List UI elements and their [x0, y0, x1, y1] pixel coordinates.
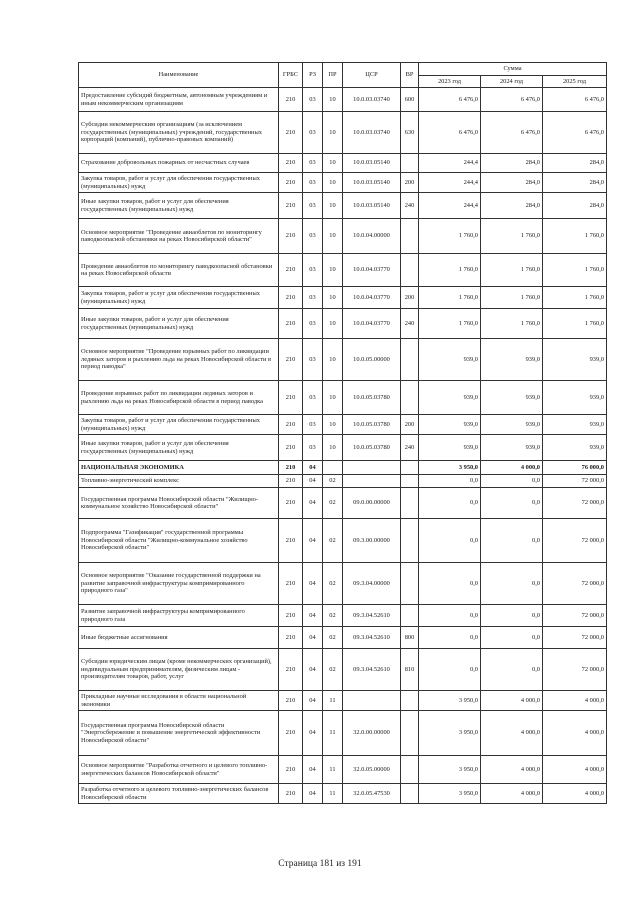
row-sum-2025-cell: 4 000,0: [543, 711, 607, 756]
row-name-cell: Закупка товаров, работ и услуг для обеспечения государственных (муниципальных) нужд: [79, 415, 279, 435]
budget-table: [78, 62, 607, 804]
row-csr-cell: 32.0.05.47530: [343, 784, 401, 804]
row-name-cell: Иные закупки товаров, работ и услуг для обеспечения государственных (муниципальных) нужд: [79, 435, 279, 461]
row-vr-cell: [401, 475, 419, 488]
row-name-cell: Предоставление субсидий бюджетным, автономным учреждениям и иным некоммерческим организациям: [79, 88, 279, 112]
table-row: [79, 605, 607, 627]
row-vr-cell: 240: [401, 193, 419, 219]
header-csr: ЦСР: [343, 63, 401, 88]
budget-table-page: [78, 62, 606, 804]
row-vr-cell: 600: [401, 88, 419, 112]
row-pr-cell: 10: [323, 112, 343, 154]
row-rz-cell: 04: [303, 691, 323, 711]
row-sum-2025-cell: 939,0: [543, 339, 607, 381]
row-name-cell: Основное мероприятие "Оказание государственной поддержки на развитие заправочной инфраструктуры компримированного природного газа": [79, 563, 279, 605]
row-grbs-cell: 210: [279, 173, 303, 193]
row-pr-cell: 10: [323, 173, 343, 193]
row-rz-cell: 04: [303, 605, 323, 627]
row-sum-2025-cell: 1 760,0: [543, 309, 607, 339]
row-rz-cell: 04: [303, 756, 323, 784]
header-vr: ВР: [401, 63, 419, 88]
row-name-cell: НАЦИОНАЛЬНАЯ ЭКОНОМИКА: [79, 461, 279, 475]
row-pr-cell: 10: [323, 193, 343, 219]
row-csr-cell: [343, 461, 401, 475]
row-csr-cell: 09.3.04.52610: [343, 649, 401, 691]
row-sum-2025-cell: 939,0: [543, 381, 607, 415]
row-vr-cell: 200: [401, 173, 419, 193]
row-rz-cell: 03: [303, 287, 323, 309]
row-vr-cell: [401, 784, 419, 804]
row-sum-2024-cell: 0,0: [481, 563, 543, 605]
row-pr-cell: 02: [323, 563, 343, 605]
page-number: Страница 181 из 191: [278, 859, 362, 869]
row-csr-cell: 10.0.05.03780: [343, 415, 401, 435]
row-sum-2024-cell: 4 000,0: [481, 691, 543, 711]
row-sum-2024-cell: 1 760,0: [481, 219, 543, 254]
table-row: [79, 649, 607, 691]
row-name-cell: Разработка отчетного и целевого топливно-энергетических балансов Новосибирской области: [79, 784, 279, 804]
row-name-cell: Основное мероприятие "Проведение взрывных работ по ликвидации ледяных заторов и рыхлению льда на реках Новосибирской области в период паводка": [79, 339, 279, 381]
row-sum-2023-cell: 1 760,0: [419, 254, 481, 287]
row-sum-2025-cell: 6 476,0: [543, 88, 607, 112]
table-row: [79, 519, 607, 563]
table-row: [79, 756, 607, 784]
table-row: [79, 435, 607, 461]
row-csr-cell: 10.0.05.03780: [343, 381, 401, 415]
table-row: [79, 339, 607, 381]
row-grbs-cell: 210: [279, 691, 303, 711]
row-grbs-cell: 210: [279, 519, 303, 563]
row-rz-cell: 04: [303, 784, 323, 804]
row-rz-cell: 03: [303, 415, 323, 435]
row-sum-2024-cell: 284,0: [481, 173, 543, 193]
row-rz-cell: 03: [303, 219, 323, 254]
table-row: [79, 784, 607, 804]
row-grbs-cell: 210: [279, 435, 303, 461]
row-name-cell: Проведение авиаоблетов по мониторингу паводкоопасной обстановки на реках Новосибирской области: [79, 254, 279, 287]
row-vr-cell: [401, 254, 419, 287]
row-sum-2025-cell: 4 000,0: [543, 691, 607, 711]
row-csr-cell: 09.3.00.00000: [343, 519, 401, 563]
row-sum-2023-cell: 0,0: [419, 649, 481, 691]
row-grbs-cell: 210: [279, 219, 303, 254]
header-year-2025: 2025 год: [543, 76, 607, 88]
row-name-cell: Топливно-энергетический комплекс: [79, 475, 279, 488]
row-sum-2023-cell: 939,0: [419, 435, 481, 461]
row-csr-cell: 10.0.05.00000: [343, 339, 401, 381]
row-pr-cell: 10: [323, 254, 343, 287]
row-grbs-cell: 210: [279, 627, 303, 649]
row-rz-cell: 04: [303, 488, 323, 519]
row-rz-cell: 04: [303, 461, 323, 475]
row-csr-cell: 09.3.04.52610: [343, 605, 401, 627]
row-pr-cell: 10: [323, 154, 343, 173]
row-sum-2024-cell: 0,0: [481, 488, 543, 519]
row-sum-2024-cell: 0,0: [481, 627, 543, 649]
row-vr-cell: [401, 461, 419, 475]
table-row: [79, 88, 607, 112]
row-pr-cell: 10: [323, 415, 343, 435]
row-sum-2024-cell: 0,0: [481, 605, 543, 627]
row-csr-cell: 10.0.04.03770: [343, 287, 401, 309]
row-name-cell: Иные бюджетные ассигнования: [79, 627, 279, 649]
row-sum-2024-cell: 6 476,0: [481, 112, 543, 154]
row-grbs-cell: 210: [279, 88, 303, 112]
table-row: [79, 488, 607, 519]
row-name-cell: Иные закупки товаров, работ и услуг для обеспечения государственных (муниципальных) нужд: [79, 193, 279, 219]
row-sum-2025-cell: 72 000,0: [543, 605, 607, 627]
row-sum-2023-cell: 0,0: [419, 488, 481, 519]
row-pr-cell: 10: [323, 435, 343, 461]
row-csr-cell: 10.0.03.03740: [343, 88, 401, 112]
row-grbs-cell: 210: [279, 193, 303, 219]
row-vr-cell: [401, 691, 419, 711]
row-name-cell: Государственная программа Новосибирской области "Энергосбережение и повышение энергетической эффективности Новосибирской области": [79, 711, 279, 756]
row-sum-2023-cell: 244,4: [419, 154, 481, 173]
row-pr-cell: 10: [323, 219, 343, 254]
row-sum-2025-cell: 284,0: [543, 154, 607, 173]
row-sum-2023-cell: 1 760,0: [419, 309, 481, 339]
row-vr-cell: 200: [401, 287, 419, 309]
row-rz-cell: 03: [303, 339, 323, 381]
row-pr-cell: 02: [323, 605, 343, 627]
row-pr-cell: 11: [323, 756, 343, 784]
row-rz-cell: 04: [303, 649, 323, 691]
row-csr-cell: 32.0.05.00000: [343, 756, 401, 784]
row-vr-cell: 240: [401, 435, 419, 461]
row-csr-cell: 10.0.04.00000: [343, 219, 401, 254]
row-sum-2023-cell: 0,0: [419, 627, 481, 649]
row-sum-2025-cell: 4 000,0: [543, 756, 607, 784]
row-sum-2023-cell: 0,0: [419, 519, 481, 563]
row-pr-cell: 10: [323, 287, 343, 309]
row-name-cell: Субсидии некоммерческим организациям (за исключением государственных (муниципальных) учреждений, государственных корпораций (компаний), публично-правовых компаний): [79, 112, 279, 154]
row-csr-cell: [343, 475, 401, 488]
row-csr-cell: 10.0.04.03770: [343, 309, 401, 339]
table-row: [79, 691, 607, 711]
row-vr-cell: [401, 605, 419, 627]
row-vr-cell: [401, 756, 419, 784]
row-pr-cell: 11: [323, 711, 343, 756]
row-name-cell: Развитие заправочной инфраструктуры компримированного природного газа: [79, 605, 279, 627]
row-name-cell: Закупка товаров, работ и услуг для обеспечения государственных (муниципальных) нужд: [79, 287, 279, 309]
row-grbs-cell: 210: [279, 287, 303, 309]
row-vr-cell: [401, 381, 419, 415]
row-csr-cell: 09.3.04.00000: [343, 563, 401, 605]
row-sum-2025-cell: 1 760,0: [543, 219, 607, 254]
table-row: [79, 173, 607, 193]
row-rz-cell: 03: [303, 193, 323, 219]
table-row: [79, 112, 607, 154]
row-sum-2023-cell: 0,0: [419, 605, 481, 627]
row-name-cell: Основное мероприятие "Разработка отчетного и целевого топливно-энергетических балансов Новосибирской области": [79, 756, 279, 784]
row-vr-cell: [401, 563, 419, 605]
row-sum-2023-cell: 3 950,0: [419, 691, 481, 711]
row-name-cell: Закупка товаров, работ и услуг для обеспечения государственных (муниципальных) нужд: [79, 173, 279, 193]
row-sum-2024-cell: 939,0: [481, 415, 543, 435]
row-pr-cell: 11: [323, 784, 343, 804]
header-name: Наименование: [79, 63, 279, 88]
row-grbs-cell: 210: [279, 475, 303, 488]
row-grbs-cell: 210: [279, 381, 303, 415]
table-row: [79, 563, 607, 605]
row-sum-2024-cell: 939,0: [481, 435, 543, 461]
row-sum-2023-cell: 939,0: [419, 381, 481, 415]
row-rz-cell: 04: [303, 711, 323, 756]
header-rz: РЗ: [303, 63, 323, 88]
row-sum-2024-cell: 1 760,0: [481, 309, 543, 339]
row-vr-cell: [401, 154, 419, 173]
row-sum-2024-cell: 4 000,0: [481, 784, 543, 804]
table-row: [79, 309, 607, 339]
header-sum: Сумма: [419, 63, 607, 76]
row-csr-cell: 32.0.00.00000: [343, 711, 401, 756]
row-grbs-cell: 210: [279, 415, 303, 435]
row-csr-cell: [343, 691, 401, 711]
row-sum-2024-cell: 4 000,0: [481, 711, 543, 756]
row-sum-2024-cell: 284,0: [481, 193, 543, 219]
row-rz-cell: 03: [303, 112, 323, 154]
row-rz-cell: 03: [303, 435, 323, 461]
table-row: [79, 154, 607, 173]
row-rz-cell: 04: [303, 563, 323, 605]
row-vr-cell: [401, 339, 419, 381]
row-sum-2023-cell: 3 950,0: [419, 756, 481, 784]
row-sum-2023-cell: 3 950,0: [419, 711, 481, 756]
row-rz-cell: 03: [303, 381, 323, 415]
row-rz-cell: 04: [303, 519, 323, 563]
row-sum-2023-cell: 6 476,0: [419, 88, 481, 112]
row-vr-cell: 800: [401, 627, 419, 649]
row-sum-2024-cell: 4 000,0: [481, 756, 543, 784]
row-sum-2025-cell: 1 760,0: [543, 254, 607, 287]
row-rz-cell: 03: [303, 88, 323, 112]
row-csr-cell: 10.0.03.05140: [343, 154, 401, 173]
row-sum-2025-cell: 939,0: [543, 415, 607, 435]
row-pr-cell: 11: [323, 691, 343, 711]
row-pr-cell: 02: [323, 488, 343, 519]
row-name-cell: Проведение взрывных работ по ликвидации ледяных заторов и рыхлению льда на реках Новосибирской области в период паводка: [79, 381, 279, 415]
row-sum-2024-cell: 0,0: [481, 475, 543, 488]
row-sum-2024-cell: 939,0: [481, 381, 543, 415]
header-grbs: ГРБС: [279, 63, 303, 88]
row-sum-2024-cell: 1 760,0: [481, 254, 543, 287]
row-grbs-cell: 210: [279, 254, 303, 287]
row-sum-2025-cell: 72 000,0: [543, 649, 607, 691]
row-grbs-cell: 210: [279, 309, 303, 339]
row-sum-2024-cell: 0,0: [481, 649, 543, 691]
row-vr-cell: [401, 711, 419, 756]
row-sum-2023-cell: 244,4: [419, 173, 481, 193]
row-sum-2023-cell: 1 760,0: [419, 287, 481, 309]
table-row: [79, 254, 607, 287]
table-row: [79, 627, 607, 649]
row-name-cell: Основное мероприятие "Проведение авиаоблетов по мониторингу паводкоопасной обстановки на реках Новосибирской области": [79, 219, 279, 254]
row-sum-2023-cell: 939,0: [419, 415, 481, 435]
row-csr-cell: 10.0.03.05140: [343, 173, 401, 193]
row-pr-cell: 02: [323, 649, 343, 691]
row-grbs-cell: 210: [279, 461, 303, 475]
row-grbs-cell: 210: [279, 649, 303, 691]
row-csr-cell: 10.0.04.03770: [343, 254, 401, 287]
row-pr-cell: 10: [323, 339, 343, 381]
row-name-cell: Иные закупки товаров, работ и услуг для обеспечения государственных (муниципальных) нужд: [79, 309, 279, 339]
row-pr-cell: 10: [323, 88, 343, 112]
row-rz-cell: 03: [303, 173, 323, 193]
row-sum-2024-cell: 4 000,0: [481, 461, 543, 475]
row-sum-2025-cell: 284,0: [543, 193, 607, 219]
row-sum-2023-cell: 1 760,0: [419, 219, 481, 254]
table-row: [79, 475, 607, 488]
row-grbs-cell: 210: [279, 488, 303, 519]
row-sum-2024-cell: 939,0: [481, 339, 543, 381]
row-sum-2025-cell: 72 000,0: [543, 563, 607, 605]
row-rz-cell: 03: [303, 254, 323, 287]
row-sum-2025-cell: 6 476,0: [543, 112, 607, 154]
row-grbs-cell: 210: [279, 784, 303, 804]
row-vr-cell: 630: [401, 112, 419, 154]
row-grbs-cell: 210: [279, 339, 303, 381]
row-pr-cell: 02: [323, 519, 343, 563]
row-csr-cell: 09.3.04.52610: [343, 627, 401, 649]
row-name-cell: Страхование добровольных пожарных от несчастных случаев: [79, 154, 279, 173]
row-sum-2024-cell: 6 476,0: [481, 88, 543, 112]
row-vr-cell: 810: [401, 649, 419, 691]
row-vr-cell: [401, 219, 419, 254]
row-rz-cell: 03: [303, 154, 323, 173]
table-row: [79, 415, 607, 435]
header-year-2023: 2023 год: [419, 76, 481, 88]
row-pr-cell: [323, 461, 343, 475]
row-sum-2024-cell: 0,0: [481, 519, 543, 563]
row-sum-2025-cell: 939,0: [543, 435, 607, 461]
table-row: [79, 219, 607, 254]
row-grbs-cell: 210: [279, 605, 303, 627]
row-sum-2023-cell: 6 476,0: [419, 112, 481, 154]
row-sum-2025-cell: 76 000,0: [543, 461, 607, 475]
header-pr: ПР: [323, 63, 343, 88]
row-sum-2025-cell: 72 000,0: [543, 488, 607, 519]
row-sum-2025-cell: 72 000,0: [543, 627, 607, 649]
row-vr-cell: [401, 519, 419, 563]
row-sum-2025-cell: 284,0: [543, 173, 607, 193]
row-name-cell: Прикладные научные исследования в области национальной экономики: [79, 691, 279, 711]
row-sum-2024-cell: 1 760,0: [481, 287, 543, 309]
row-pr-cell: 10: [323, 309, 343, 339]
header-year-2024: 2024 год: [481, 76, 543, 88]
row-name-cell: Субсидии юридическим лицам (кроме некоммерческих организаций), индивидуальным предпринимателям, физическим лицам - производителям товаров, работ, услуг: [79, 649, 279, 691]
row-csr-cell: 10.0.03.05140: [343, 193, 401, 219]
table-row: [79, 461, 607, 475]
row-csr-cell: 09.0.00.00000: [343, 488, 401, 519]
row-name-cell: Государственная программа Новосибирской области "Жилищно-коммунальное хозяйство Новосибирской области": [79, 488, 279, 519]
row-pr-cell: 02: [323, 475, 343, 488]
table-row: [79, 381, 607, 415]
row-pr-cell: 02: [323, 627, 343, 649]
row-csr-cell: 10.0.05.03780: [343, 435, 401, 461]
table-row: [79, 711, 607, 756]
row-sum-2025-cell: 72 000,0: [543, 519, 607, 563]
table-row: [79, 193, 607, 219]
row-sum-2023-cell: 0,0: [419, 563, 481, 605]
row-vr-cell: [401, 488, 419, 519]
row-rz-cell: 04: [303, 475, 323, 488]
row-sum-2023-cell: 244,4: [419, 193, 481, 219]
row-vr-cell: 240: [401, 309, 419, 339]
row-rz-cell: 03: [303, 309, 323, 339]
row-sum-2025-cell: 1 760,0: [543, 287, 607, 309]
row-sum-2025-cell: 72 000,0: [543, 475, 607, 488]
row-name-cell: Подпрограмма "Газификация" государственной программы Новосибирской области "Жилищно-коммунальное хозяйство Новосибирской области": [79, 519, 279, 563]
row-grbs-cell: 210: [279, 112, 303, 154]
row-rz-cell: 04: [303, 627, 323, 649]
row-grbs-cell: 210: [279, 756, 303, 784]
row-grbs-cell: 210: [279, 154, 303, 173]
row-grbs-cell: 210: [279, 711, 303, 756]
row-sum-2025-cell: 4 000,0: [543, 784, 607, 804]
row-sum-2023-cell: 3 950,0: [419, 784, 481, 804]
row-vr-cell: 200: [401, 415, 419, 435]
row-sum-2024-cell: 284,0: [481, 154, 543, 173]
row-grbs-cell: 210: [279, 563, 303, 605]
row-pr-cell: 10: [323, 381, 343, 415]
table-row: [79, 287, 607, 309]
row-csr-cell: 10.0.03.03740: [343, 112, 401, 154]
row-sum-2023-cell: 0,0: [419, 475, 481, 488]
row-sum-2023-cell: 3 950,0: [419, 461, 481, 475]
row-sum-2023-cell: 939,0: [419, 339, 481, 381]
